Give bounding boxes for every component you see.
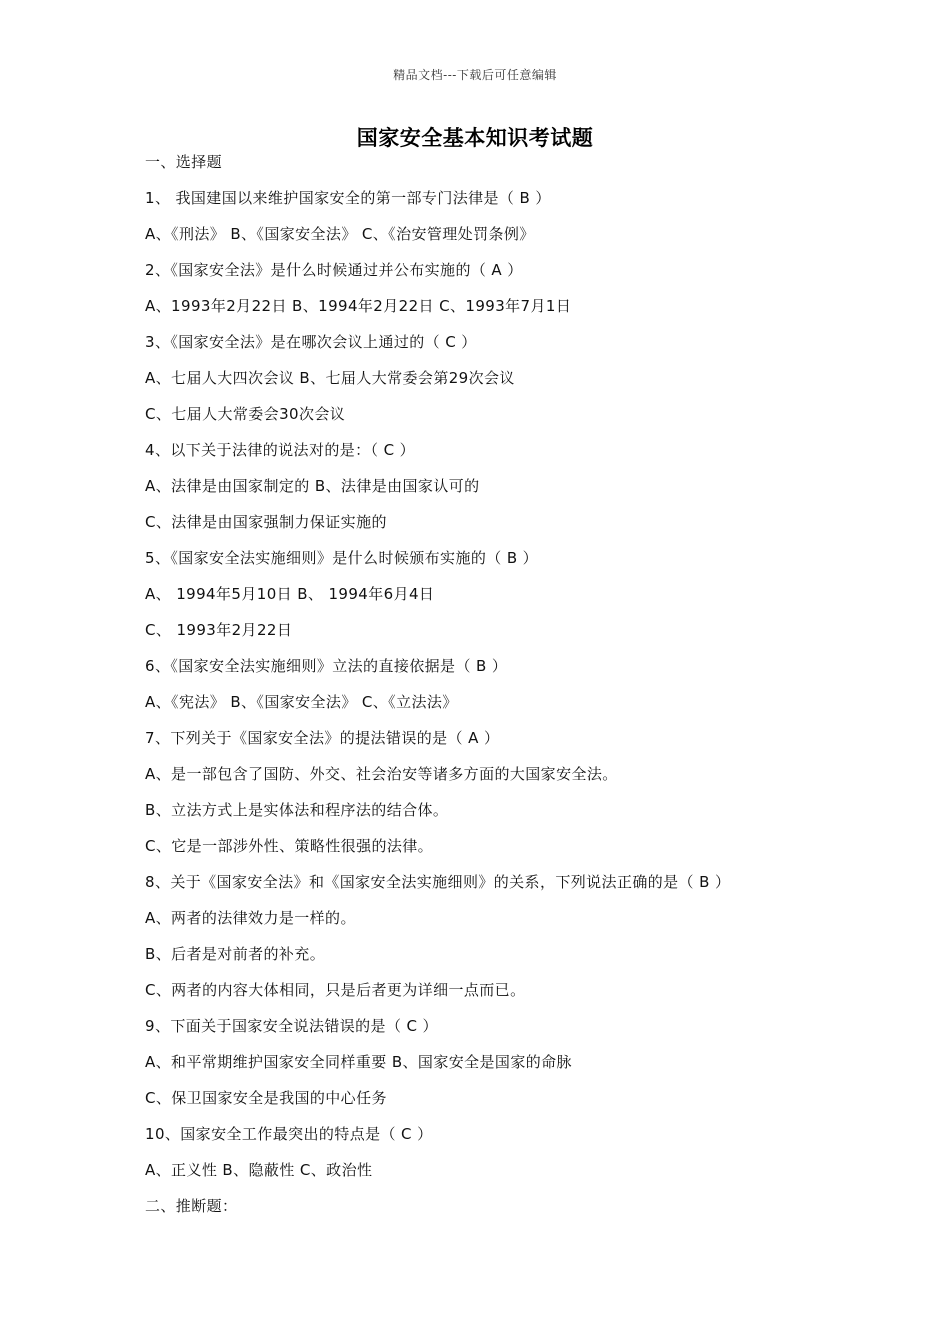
question-5-option-c: C、 1993年2月22日 (145, 621, 293, 639)
question-7-option-b: B、立法方式上是实体法和程序法的结合体。 (145, 801, 449, 819)
header-note: 精品文档---下载后可任意编辑 (393, 68, 557, 82)
question-2: 2、《国家安全法》是什么时候通过并公布实施的（ A ） (145, 261, 523, 279)
question-7-option-c: C、它是一部涉外性、策略性很强的法律。 (145, 837, 434, 855)
question-3: 3、《国家安全法》是在哪次会议上通过的（ C ） (145, 333, 477, 351)
question-1-options: A、《刑法》 B、《国家安全法》 C、《治安管理处罚条例》 (145, 225, 535, 243)
document-body (145, 148, 845, 1228)
question-4-option-c: C、法律是由国家强制力保证实施的 (145, 513, 387, 531)
question-10: 10、国家安全工作最突出的特点是（ C ） (145, 1125, 433, 1143)
question-6: 6、《国家安全法实施细则》立法的直接依据是（ B ） (145, 657, 508, 675)
question-8: 8、关于《国家安全法》和《国家安全法实施细则》的关系，下列说法正确的是（ B ） (145, 873, 731, 891)
question-5: 5、《国家安全法实施细则》是什么时候颁布实施的（ B ） (145, 549, 539, 567)
question-4: 4、以下关于法律的说法对的是：（ C ） (145, 441, 416, 459)
question-4-options-ab: A、法律是由国家制定的 B、法律是由国家认可的 (145, 477, 480, 495)
document-title: 国家安全基本知识考试题 (356, 125, 594, 150)
question-5-options-ab: A、 1994年5月10日 B、 1994年6月4日 (145, 585, 435, 603)
question-6-options: A、《宪法》 B、《国家安全法》 C、《立法法》 (145, 693, 458, 711)
section-heading-choice: 一、选择题 (145, 153, 223, 171)
question-8-option-c: C、两者的内容大体相同，只是后者更为详细一点而已。 (145, 981, 526, 999)
question-7: 7、下列关于《国家安全法》的提法错误的是（ A ） (145, 729, 500, 747)
question-9-option-c: C、保卫国家安全是我国的中心任务 (145, 1089, 387, 1107)
question-8-option-b: B、后者是对前者的补充。 (145, 945, 326, 963)
question-7-option-a: A、是一部包含了国防、外交、社会治安等诸多方面的大国家安全法。 (145, 765, 618, 783)
question-9-options-ab: A、和平常期维护国家安全同样重要 B、国家安全是国家的命脉 (145, 1053, 572, 1071)
question-3-options-ab: A、七届人大四次会议 B、七届人大常委会第29次会议 (145, 369, 515, 387)
question-9: 9、下面关于国家安全说法错误的是（ C ） (145, 1017, 438, 1035)
question-10-options: A、正义性 B、隐蔽性 C、政治性 (145, 1161, 373, 1179)
question-1: 1、 我国建国以来维护国家安全的第一部专门法律是（ B ） (145, 189, 551, 207)
section-heading-judgement: 二、推断题： (145, 1197, 238, 1215)
question-8-option-a: A、两者的法律效力是一样的。 (145, 909, 356, 927)
question-2-options: A、1993年2月22日 B、1994年2月22日 C、1993年7月1日 (145, 297, 572, 315)
question-3-option-c: C、七届人大常委会30次会议 (145, 405, 346, 423)
